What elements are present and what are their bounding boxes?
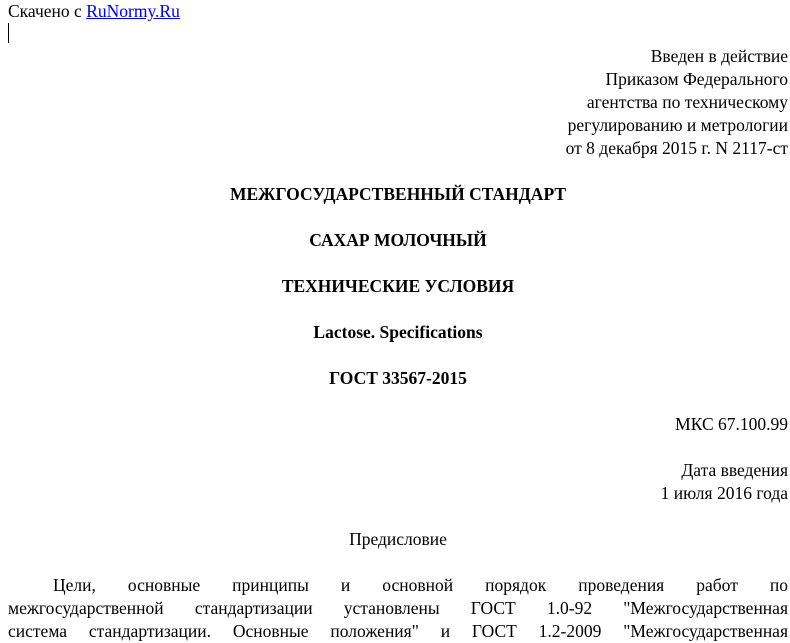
- introduction-date-block: [661, 459, 788, 505]
- standard-english-title: Lactose. Specifications: [313, 322, 483, 342]
- standard-name-title: САХАР МОЛОЧНЫЙ: [309, 230, 487, 250]
- enactment-line: от 8 декабря 2015 г. N 2117-ст: [565, 138, 788, 158]
- source-prefix: Скачено с: [8, 1, 87, 21]
- enactment-block: [566, 45, 788, 160]
- mks-code: МКС 67.100.99: [675, 414, 788, 434]
- enactment-line: Приказом Федерального: [605, 69, 788, 89]
- introduction-date-label: Дата введения: [681, 460, 788, 480]
- standard-code: ГОСТ 33567-2015: [329, 368, 467, 388]
- enactment-line: Введен в действие: [650, 46, 788, 66]
- text-cursor: [8, 23, 9, 43]
- enactment-line: регулированию и метрологии: [567, 115, 788, 135]
- standard-type-title: МЕЖГОСУДАРСТВЕННЫЙ СТАНДАРТ: [229, 184, 567, 204]
- source-line: [8, 0, 180, 23]
- preface-paragraph: [8, 574, 788, 643]
- preface-heading: Предисловие: [349, 529, 447, 549]
- standard-subtitle: ТЕХНИЧЕСКИЕ УСЛОВИЯ: [281, 276, 515, 296]
- introduction-date-value: 1 июля 2016 года: [660, 483, 788, 503]
- enactment-line: агентства по техническому: [586, 92, 788, 112]
- paragraph-line: Цели, основные принципы и основной порядок проведения работ по: [53, 575, 788, 595]
- paragraph-line: система стандартизации. Основные положения" и ГОСТ 1.2-2009 "Межгосударственная: [8, 621, 788, 641]
- paragraph-line: межгосударственной стандартизации установлены ГОСТ 1.0-92 "Межгосударственная: [8, 598, 788, 618]
- source-link[interactable]: RuNormy.Ru: [86, 1, 180, 21]
